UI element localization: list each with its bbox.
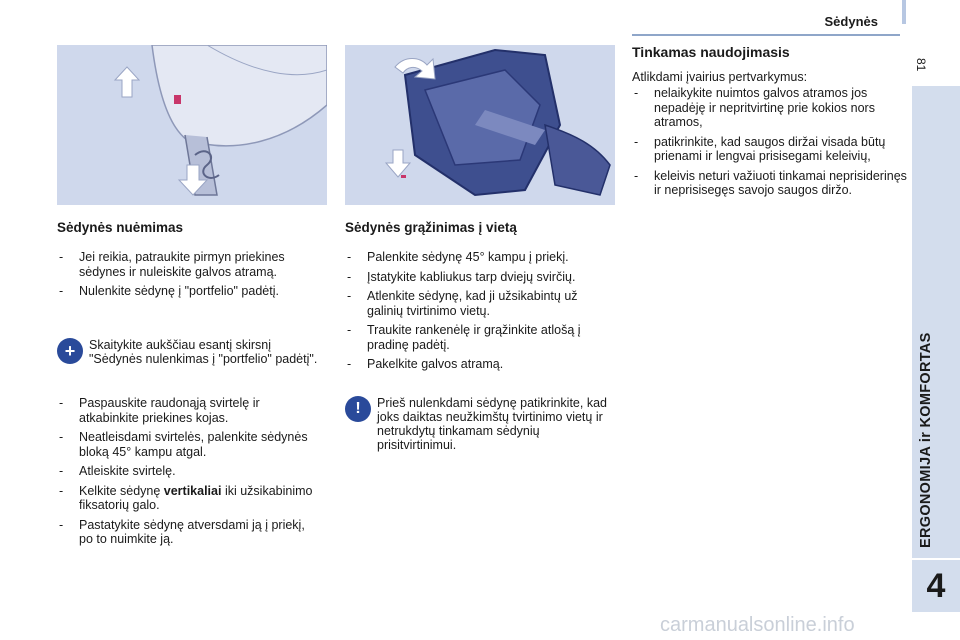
list-item: - Paspauskite raudonąją svirtelę ir atkabinkite priekines kojas.: [57, 396, 317, 425]
red-marker: [401, 175, 406, 178]
list-item: - Palenkite sėdynę 45° kampu į priekį.: [345, 250, 617, 265]
list-item: - keleivis neturi važiuoti tinkamai neprisiderinęs ir neprisisegęs savojo saugos diržo.: [632, 169, 907, 198]
step-text: Kelkite sėdynę: [79, 483, 164, 498]
list-item: - Atlenkite sėdynę, kad ji užsikabintų už galinių tvirtinimo vietų.: [345, 289, 617, 318]
illustration-seat-removal: [57, 45, 327, 205]
page-number: 81: [914, 58, 928, 72]
removal-steps-a: [57, 250, 317, 304]
exclamation-warning-icon: !: [345, 396, 371, 422]
list-item: - Pakelkite galvos atramą.: [345, 357, 617, 372]
list-item: - Įstatykite kabliukus tarp dviejų svirčių.: [345, 270, 617, 285]
list-item: - Traukite rankenėlę ir grąžinkite atlošą į pradinę padėtį.: [345, 323, 617, 352]
seat-removal-drawing: [57, 45, 327, 205]
plus-info-icon: +: [57, 338, 83, 364]
removal-steps-b: [57, 396, 317, 552]
info-note: [57, 338, 327, 366]
list-item-vertical: [57, 484, 317, 513]
section-title-seat-refit: Sėdynės grąžinimas į vietą: [345, 220, 517, 235]
section-title-seat-removal: Sėdynės nuėmimas: [57, 220, 184, 235]
arrow-up-icon: [115, 67, 139, 97]
section-title-proper-use: Tinkamas naudojimasis: [632, 44, 790, 60]
page-header-title: Sėdynės: [824, 14, 878, 29]
chapter-number: 4: [912, 560, 960, 612]
header-rule: [632, 34, 900, 36]
proper-use-intro: Atlikdami įvairius pertvarkymus:: [632, 70, 808, 84]
proper-use-list: [632, 86, 907, 203]
info-note-text: Skaitykite aukščiau esantį skirsnį "Sėdynės nulenkimas į "portfelio" padėtį".: [89, 338, 318, 366]
list-item: - nelaikykite nuimtos galvos atramos jos nepadėję ir nepritvirtinę prie kokios nors atramos,: [632, 86, 907, 130]
list-item: - patikrinkite, kad saugos diržai visada būtų prienami ir lengvai prisisegami keleivių,: [632, 135, 907, 164]
chapter-side-label: ERGONOMIJA ir KOMFORTAS: [918, 332, 934, 548]
seat-refit-drawing: [345, 45, 615, 205]
list-item: - Pastatykite sėdynę atversdami ją į priekį, po to nuimkite ją.: [57, 518, 317, 547]
watermark: carmanualsonline.info: [660, 614, 855, 636]
arrow-down-icon: [386, 150, 410, 177]
list-item: - Jei reikia, patraukite pirmyn priekines sėdynes ir nuleiskite galvos atramą.: [57, 250, 317, 279]
step-emphasis: vertikaliai: [163, 483, 222, 498]
step-text: iki užsikabinimo fiksatorių galo.: [79, 483, 313, 512]
warning-note: [345, 396, 615, 452]
list-item: - Nulenkite sėdynę į "portfelio" padėtį.: [57, 284, 317, 299]
list-item: - Atleiskite svirtelę.: [57, 464, 317, 479]
list-item: - Neatleisdami svirtelės, palenkite sėdynės bloką 45° kampu atgal.: [57, 430, 317, 459]
header-accent-bar: [902, 0, 906, 24]
refit-steps: [345, 250, 617, 377]
red-lever-marker: [174, 95, 181, 104]
warning-note-text: Prieš nulenkdami sėdynę patikrinkite, kad joks daiktas neužkimštų tvirtinimo vietų ir netrukdytų tinkamam sėdynių prisitvirtinimui.: [377, 396, 607, 452]
illustration-seat-refit: [345, 45, 615, 205]
